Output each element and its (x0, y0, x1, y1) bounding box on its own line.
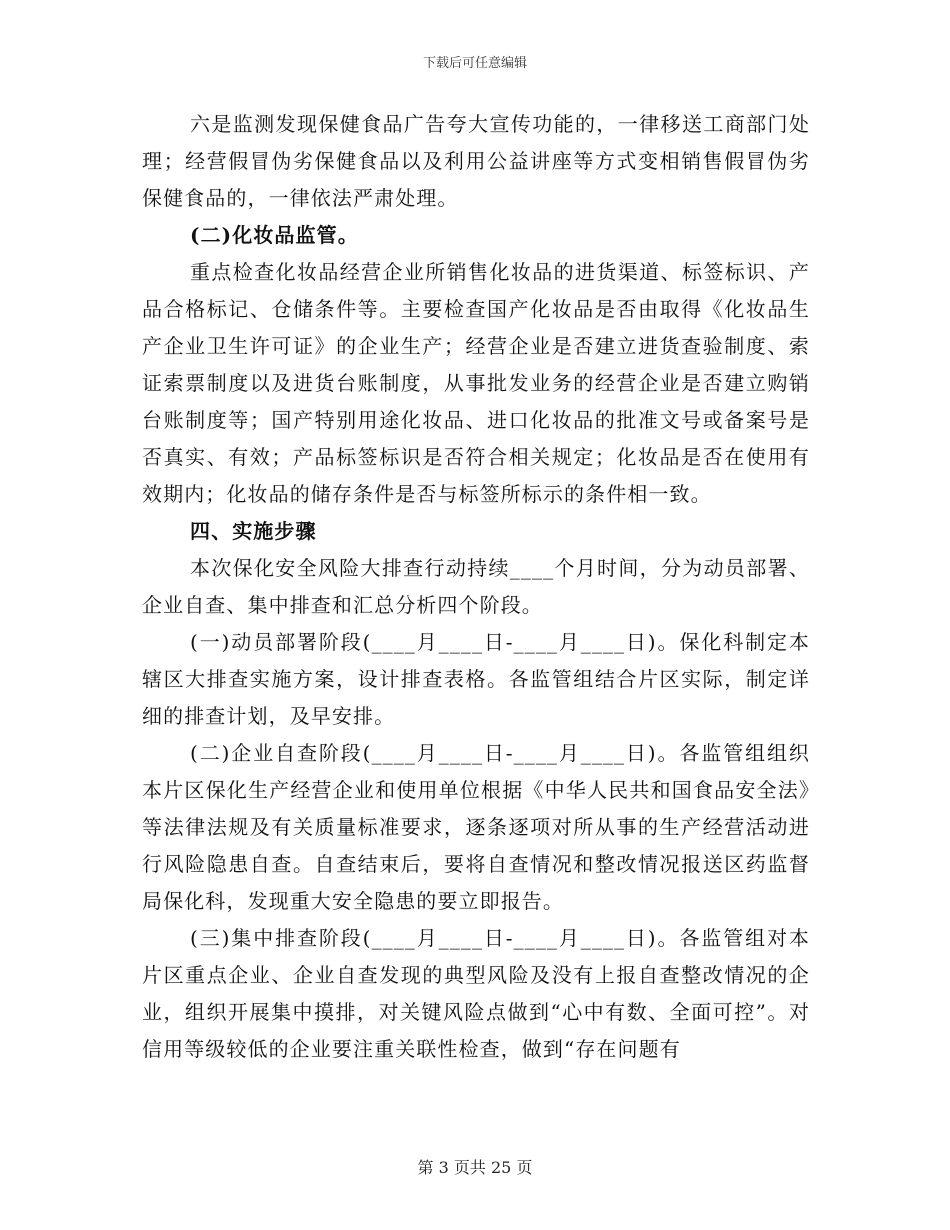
paragraph-health-food-rule: 六是监测发现保健食品广告夸大宣传功能的，一律移送工商部门处理；经营假冒伪劣保健食品以及利用公益讲座等方式变相销售假冒伪劣保健食品的，一律依法严肃处理。 (142, 112, 810, 210)
document-body (142, 106, 810, 1068)
section-heading-cosmetics: (二)化妆品监管。 (190, 223, 359, 247)
page-header: 下载后可任意编辑 (422, 56, 527, 71)
section-heading-steps: 四、实施步骤 (190, 519, 317, 543)
paragraph-stage-mobilization: (一)动员部署阶段(____月____日-____月____日)。保化科制定本辖区大排查实施方案，设计排查表格。各监管组结合片区实际，制定详细的排查计划，及早安排。 (142, 630, 810, 728)
paragraph-stage-centralized-inspection: (三)集中排查阶段(____月____日-____月____日)。各监管组对本片区重点企业、企业自查发现的典型风险及没有上报自查整改情况的企业，组织开展集中摸排，对关键风险点做到“心中有数、全面可控”。对信用等级较低的企业要注重关联性检查，做到“存在问题有 (142, 926, 810, 1061)
paragraph-steps-intro: 本次保化安全风险大排查行动持续____个月时间，分为动员部署、企业自查、集中排查和汇总分析四个阶段。 (142, 556, 810, 617)
paragraph-stage-self-inspection: (二)企业自查阶段(____月____日-____月____日)。各监管组组织本片区保化生产经营企业和使用单位根据《中华人民共和国食品安全法》等法律法规及有关质量标准要求，逐条逐项对所从事的生产经营活动进行风险隐患自查。自查结束后，要将自查情况和整改情况报送区药监督局保化科，发现重大安全隐患的要立即报告。 (142, 741, 810, 913)
paragraph-cosmetics-inspection: 重点检查化妆品经营企业所销售化妆品的进货渠道、标签标识、产品合格标记、仓储条件等。主要检查国产化妆品是否由取得《化妆品生产企业卫生许可证》的企业生产；经营企业是否建立进货查验制度、索证索票制度以及进货台账制度，从事批发业务的经营企业是否建立购销台账制度等；国产特别用途化妆品、进口化妆品的批准文号或备案号是否真实、有效；产品标签标识是否符合相关规定；化妆品是否在使用有效期内；化妆品的储存条件是否与标签所标示的条件相一致。 (142, 260, 810, 506)
page-footer: 第 3 页共 25 页 (417, 1158, 533, 1177)
